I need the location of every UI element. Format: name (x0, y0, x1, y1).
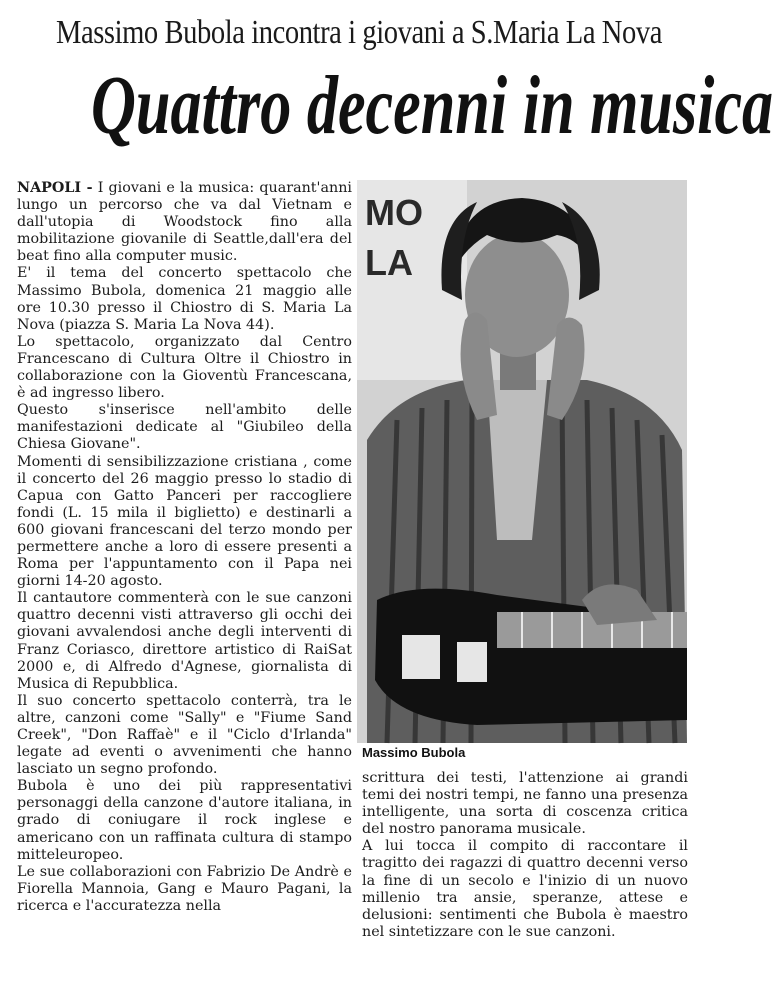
article-column-right (362, 770, 688, 941)
poster-lettering: MO (365, 192, 423, 233)
article-paragraph: Questo s'inserisce nell'ambito delle manifestazioni dedicate al "Giubileo della Chiesa Giovane". (17, 402, 352, 453)
article-paragraph: E' il tema del concerto spettacolo che Massimo Bubola, domenica 21 maggio alle ore 10.30 presso il Chiostro di S. Maria La Nova (piazza S. Maria La Nova 44). (17, 265, 352, 333)
article-column-left (17, 180, 352, 915)
photo-massimo-bubola (357, 180, 687, 743)
photo-caption: Massimo Bubola (362, 745, 466, 760)
photo-illustration (357, 180, 687, 743)
article-paragraph: scrittura dei testi, l'attenzione ai grandi temi dei nostri tempi, ne fanno una presenza intelligente, una sorta di coscenza critica del nostro panorama musicale. (362, 770, 688, 838)
article-paragraph: A lui tocca il compito di raccontare il tragitto dei ragazzi di quattro decenni verso la fine di un secolo e l'inizio di un nuovo millenio tra ansie, speranze, attese e delusioni: sentimenti che Bubola è maestro nel sintetizzare con le sue canzoni. (362, 838, 688, 940)
poster-lettering: LA (365, 242, 413, 283)
article-paragraph: NAPOLI - I giovani e la musica: quarant'anni lungo un percorso che va dal Vietnam e dall'utopia di Woodstock fino alla mobilitazione giovanile di Seattle,dall'era del beat fino alla computer music. (17, 180, 352, 265)
main-headline: Quattro decenni in musica (91, 59, 773, 152)
article-paragraph: Momenti di sensibilizzazione cristiana , come il concerto del 26 maggio presso lo stadio di Capua con Gatto Panceri per raccogliere fondi (L. 15 mila il biglietto) e destinarli a 600 giovani francescani del terzo mondo per permettere anche a loro di essere presenti a Roma per l'appuntamento con il Papa nei giorni 14-20 agosto. (17, 453, 352, 590)
article-paragraph: Il suo concerto spettacolo conterrà, tra le altre, canzoni come "Sally" e "Fiume Sand Creek", "Don Raffaè" e il "Ciclo d'Irlanda" legate ad eventi o avvenimenti che hanno lasciato un segno profondo. (17, 692, 352, 778)
dateline: NAPOLI - (17, 180, 93, 196)
article-paragraph: Il cantautore commenterà con le sue canzoni quattro decenni visti attraverso gli occhi dei giovani avvalendosi anche degli interventi di Franz Coriasco, direttore artistico di RaiSat 2000 e, di Alfredo d'Agnese, giornalista di Musica di Repubblica. (17, 590, 352, 692)
article-paragraph: Bubola è uno dei più rappresentativi personaggi della canzone d'autore italiana, in grado di coniugare il rock inglese e americano con un raffinata cultura di stampo mitteleuropeo. (17, 778, 352, 863)
article-paragraph: Lo spettacolo, organizzato dal Centro Francescano di Cultura Oltre il Chiostro in collaborazione con la Gioventù Francescana, è ad ingresso libero. (17, 333, 352, 402)
article-paragraph: Le sue collaborazioni con Fabrizio De Andrè e Fiorella Mannoia, Gang e Mauro Pagani, la ricerca e l'accuratezza nella (17, 863, 352, 914)
kicker-headline: Massimo Bubola incontra i giovani a S.Maria La Nova (56, 14, 662, 51)
